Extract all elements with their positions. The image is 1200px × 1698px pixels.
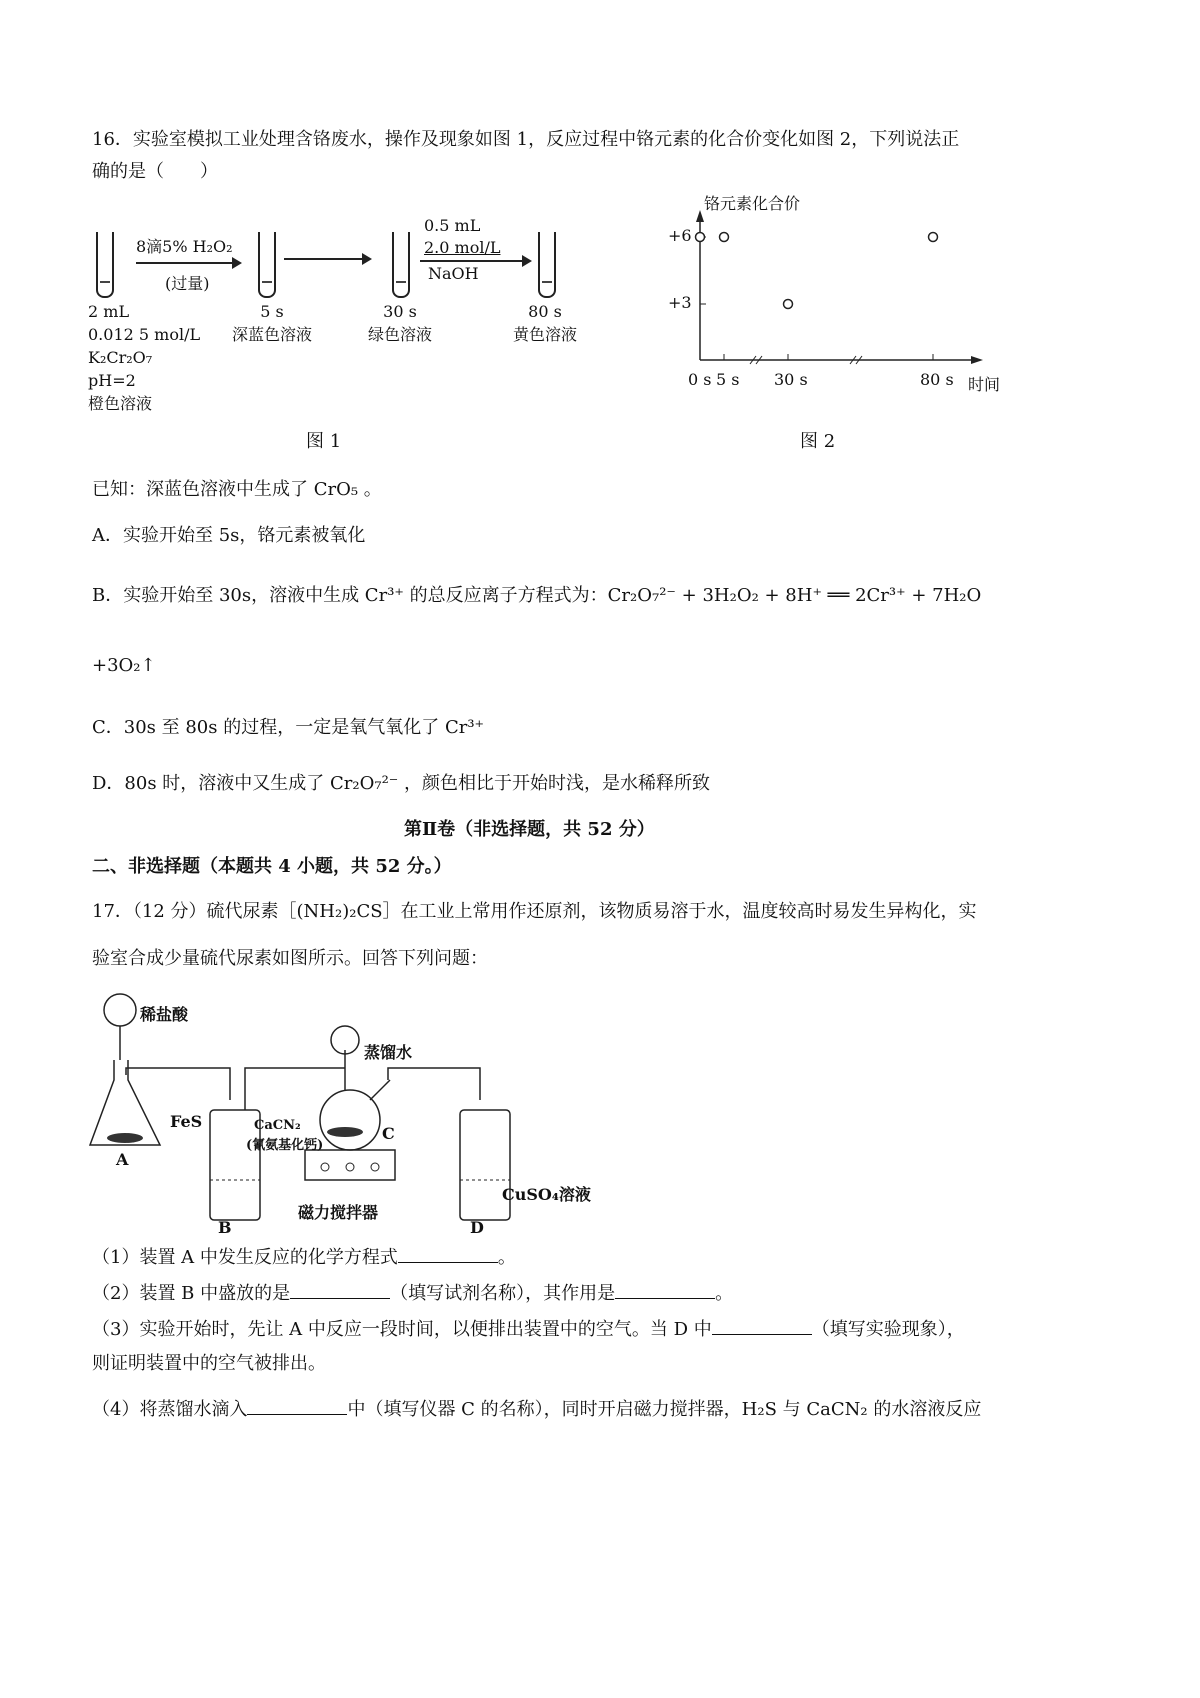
tube3-time: 30 s (383, 302, 417, 321)
q17-part4 (92, 1396, 981, 1424)
part3-text-a: （3）实验开始时，先让 A 中反应一段时间，以便排出装置中的空气。当 D 中 (92, 1319, 712, 1340)
tube4-label (500, 300, 590, 346)
q16-stem-line1: 16．实验室模拟工业处理含铬废水，操作及现象如图 1，反应过程中铬元素的化合价变化如图 2，下列说法正 (92, 129, 960, 150)
xtick-0s: 0 s (688, 370, 712, 389)
plot-point (784, 300, 793, 309)
tube1-conc: 0.012 5 mol/L (88, 325, 201, 344)
fig2-ylabel: 铬元素化合价 (704, 194, 801, 213)
q17-stem-line1: 17．（12 分）硫代尿素［(NH₂)₂CS］在工业上常用作还原剂，该物质易溶于水，温度较高时易发生异构化，实 (92, 901, 977, 922)
ytick-plus3: +3 (668, 293, 692, 312)
ytick-plus6: +6 (668, 226, 692, 245)
part3-blank[interactable] (712, 1316, 812, 1335)
fig2-xlabel: 时间 (968, 375, 1001, 394)
q16-option-c[interactable]: C．30s 至 80s 的过程，一定是氧气氧化了 Cr³⁺ (92, 717, 485, 738)
part4-text-a: （4）将蒸馏水滴入 (92, 1399, 248, 1420)
q17-part3-cont: 则证明装置中的空气被排出。 (92, 1353, 326, 1374)
tube1-ph: pH=2 (88, 371, 136, 390)
reagent1-note: (过量) (165, 274, 210, 293)
label-c: C (382, 1124, 395, 1143)
label-cacn2: CaCN₂ (254, 1118, 301, 1133)
tube4-color: 黄色溶液 (512, 325, 577, 344)
figure-2-caption: 图 2 (800, 431, 836, 452)
label-cacn2-name: (氰氨基化钙) (246, 1138, 324, 1153)
figure-1-caption: 图 1 (306, 431, 342, 452)
q16-option-d[interactable]: D．80s 时，溶液中又生成了 Cr₂O₇²⁻ ，颜色相比于开始时浅，是水稀释所致 (92, 773, 711, 794)
label-dilute-hcl: 稀盐酸 (140, 1005, 189, 1024)
reagent3-conc: 2.0 mol/L (424, 238, 501, 257)
q16-option-b[interactable] (92, 582, 981, 610)
q16-option-a[interactable]: A．实验开始至 5s，铬元素被氧化 (92, 525, 366, 546)
test-tube-4 (538, 232, 556, 298)
tube3-color: 绿色溶液 (367, 325, 432, 344)
part4-blank[interactable] (247, 1396, 347, 1415)
label-d: D (470, 1218, 484, 1237)
option-b-text: B．实验开始至 30s，溶液中生成 Cr³⁺ 的总反应离子方程式为： (92, 585, 608, 606)
tube1-formula: K₂Cr₂O₇ (88, 348, 153, 367)
q16-option-b-cont: +3O₂↑ (92, 655, 156, 676)
q16-known: 已知：深蓝色溶液中生成了 CrO₅ 。 (92, 479, 382, 500)
part2-blank-1[interactable] (290, 1280, 390, 1299)
part2-text-b: （填写试剂名称），其作用是 (390, 1283, 616, 1304)
q17-part2 (92, 1280, 733, 1308)
q16-stem-line2: 确的是（ ） (92, 161, 218, 182)
plot-points (696, 233, 938, 309)
option-b-equation: Cr₂O₇²⁻ + 3H₂O₂ + 8H⁺ ══ 2Cr³⁺ + 7H₂O (607, 585, 982, 606)
xtick-30s: 30 s (774, 370, 808, 389)
part1-blank[interactable] (398, 1244, 498, 1263)
arrow-2 (284, 258, 370, 260)
arrow-3 (420, 260, 530, 262)
label-cuso4-solution: CuSO₄溶液 (502, 1185, 591, 1204)
reagent3-vol: 0.5 mL (424, 216, 481, 235)
part1-text: （1）装置 A 中发生反应的化学方程式 (92, 1247, 398, 1268)
plot-point (929, 233, 938, 242)
xtick-5s: 5 s (716, 370, 740, 389)
tube1-volume: 2 mL (88, 302, 130, 321)
reagent3-name: NaOH (428, 264, 479, 283)
plot-point (696, 233, 705, 242)
q17-part3 (92, 1316, 965, 1344)
part2-end: 。 (715, 1283, 734, 1304)
test-tube-3 (392, 232, 410, 298)
tube2-label (220, 300, 324, 346)
xtick-80s: 80 s (920, 370, 954, 389)
section-title: 第Ⅱ卷（非选择题，共 52 分） (404, 819, 655, 840)
tube1-color: 橙色溶液 (88, 394, 153, 413)
tube2-time: 5 s (260, 302, 284, 321)
valence-plot (650, 180, 1080, 420)
test-tube-2 (258, 232, 276, 298)
section-subtitle: 二、非选择题（本题共 4 小题，共 52 分。） (92, 856, 452, 877)
part1-end: 。 (497, 1247, 516, 1268)
tube1-label (88, 300, 200, 415)
test-tube-1 (96, 232, 114, 298)
part2-blank-2[interactable] (615, 1280, 715, 1299)
tube2-color: 深蓝色溶液 (231, 325, 312, 344)
label-distilled-water: 蒸馏水 (364, 1043, 413, 1062)
plot-point (720, 233, 729, 242)
q17-stem-line2: 验室合成少量硫代尿素如图所示。回答下列问题： (92, 948, 488, 969)
part2-text-a: （2）装置 B 中盛放的是 (92, 1283, 291, 1304)
reagent1-label: 8滴5% H₂O₂ (136, 237, 233, 256)
arrow-1 (136, 262, 240, 264)
part4-text-b: 中（填写仪器 C 的名称），同时开启磁力搅拌器，H₂S 与 CaCN₂ 的水溶液反应 (347, 1399, 982, 1420)
label-magnetic-stirrer: 磁力搅拌器 (298, 1203, 379, 1222)
part3-text-b: （填写实验现象）， (811, 1319, 965, 1340)
q17-part1 (92, 1244, 516, 1272)
tube3-label (356, 300, 444, 346)
tube4-time: 80 s (528, 302, 562, 321)
label-fes: FeS (170, 1112, 203, 1131)
label-a: A (116, 1150, 129, 1169)
label-b: B (218, 1218, 232, 1237)
